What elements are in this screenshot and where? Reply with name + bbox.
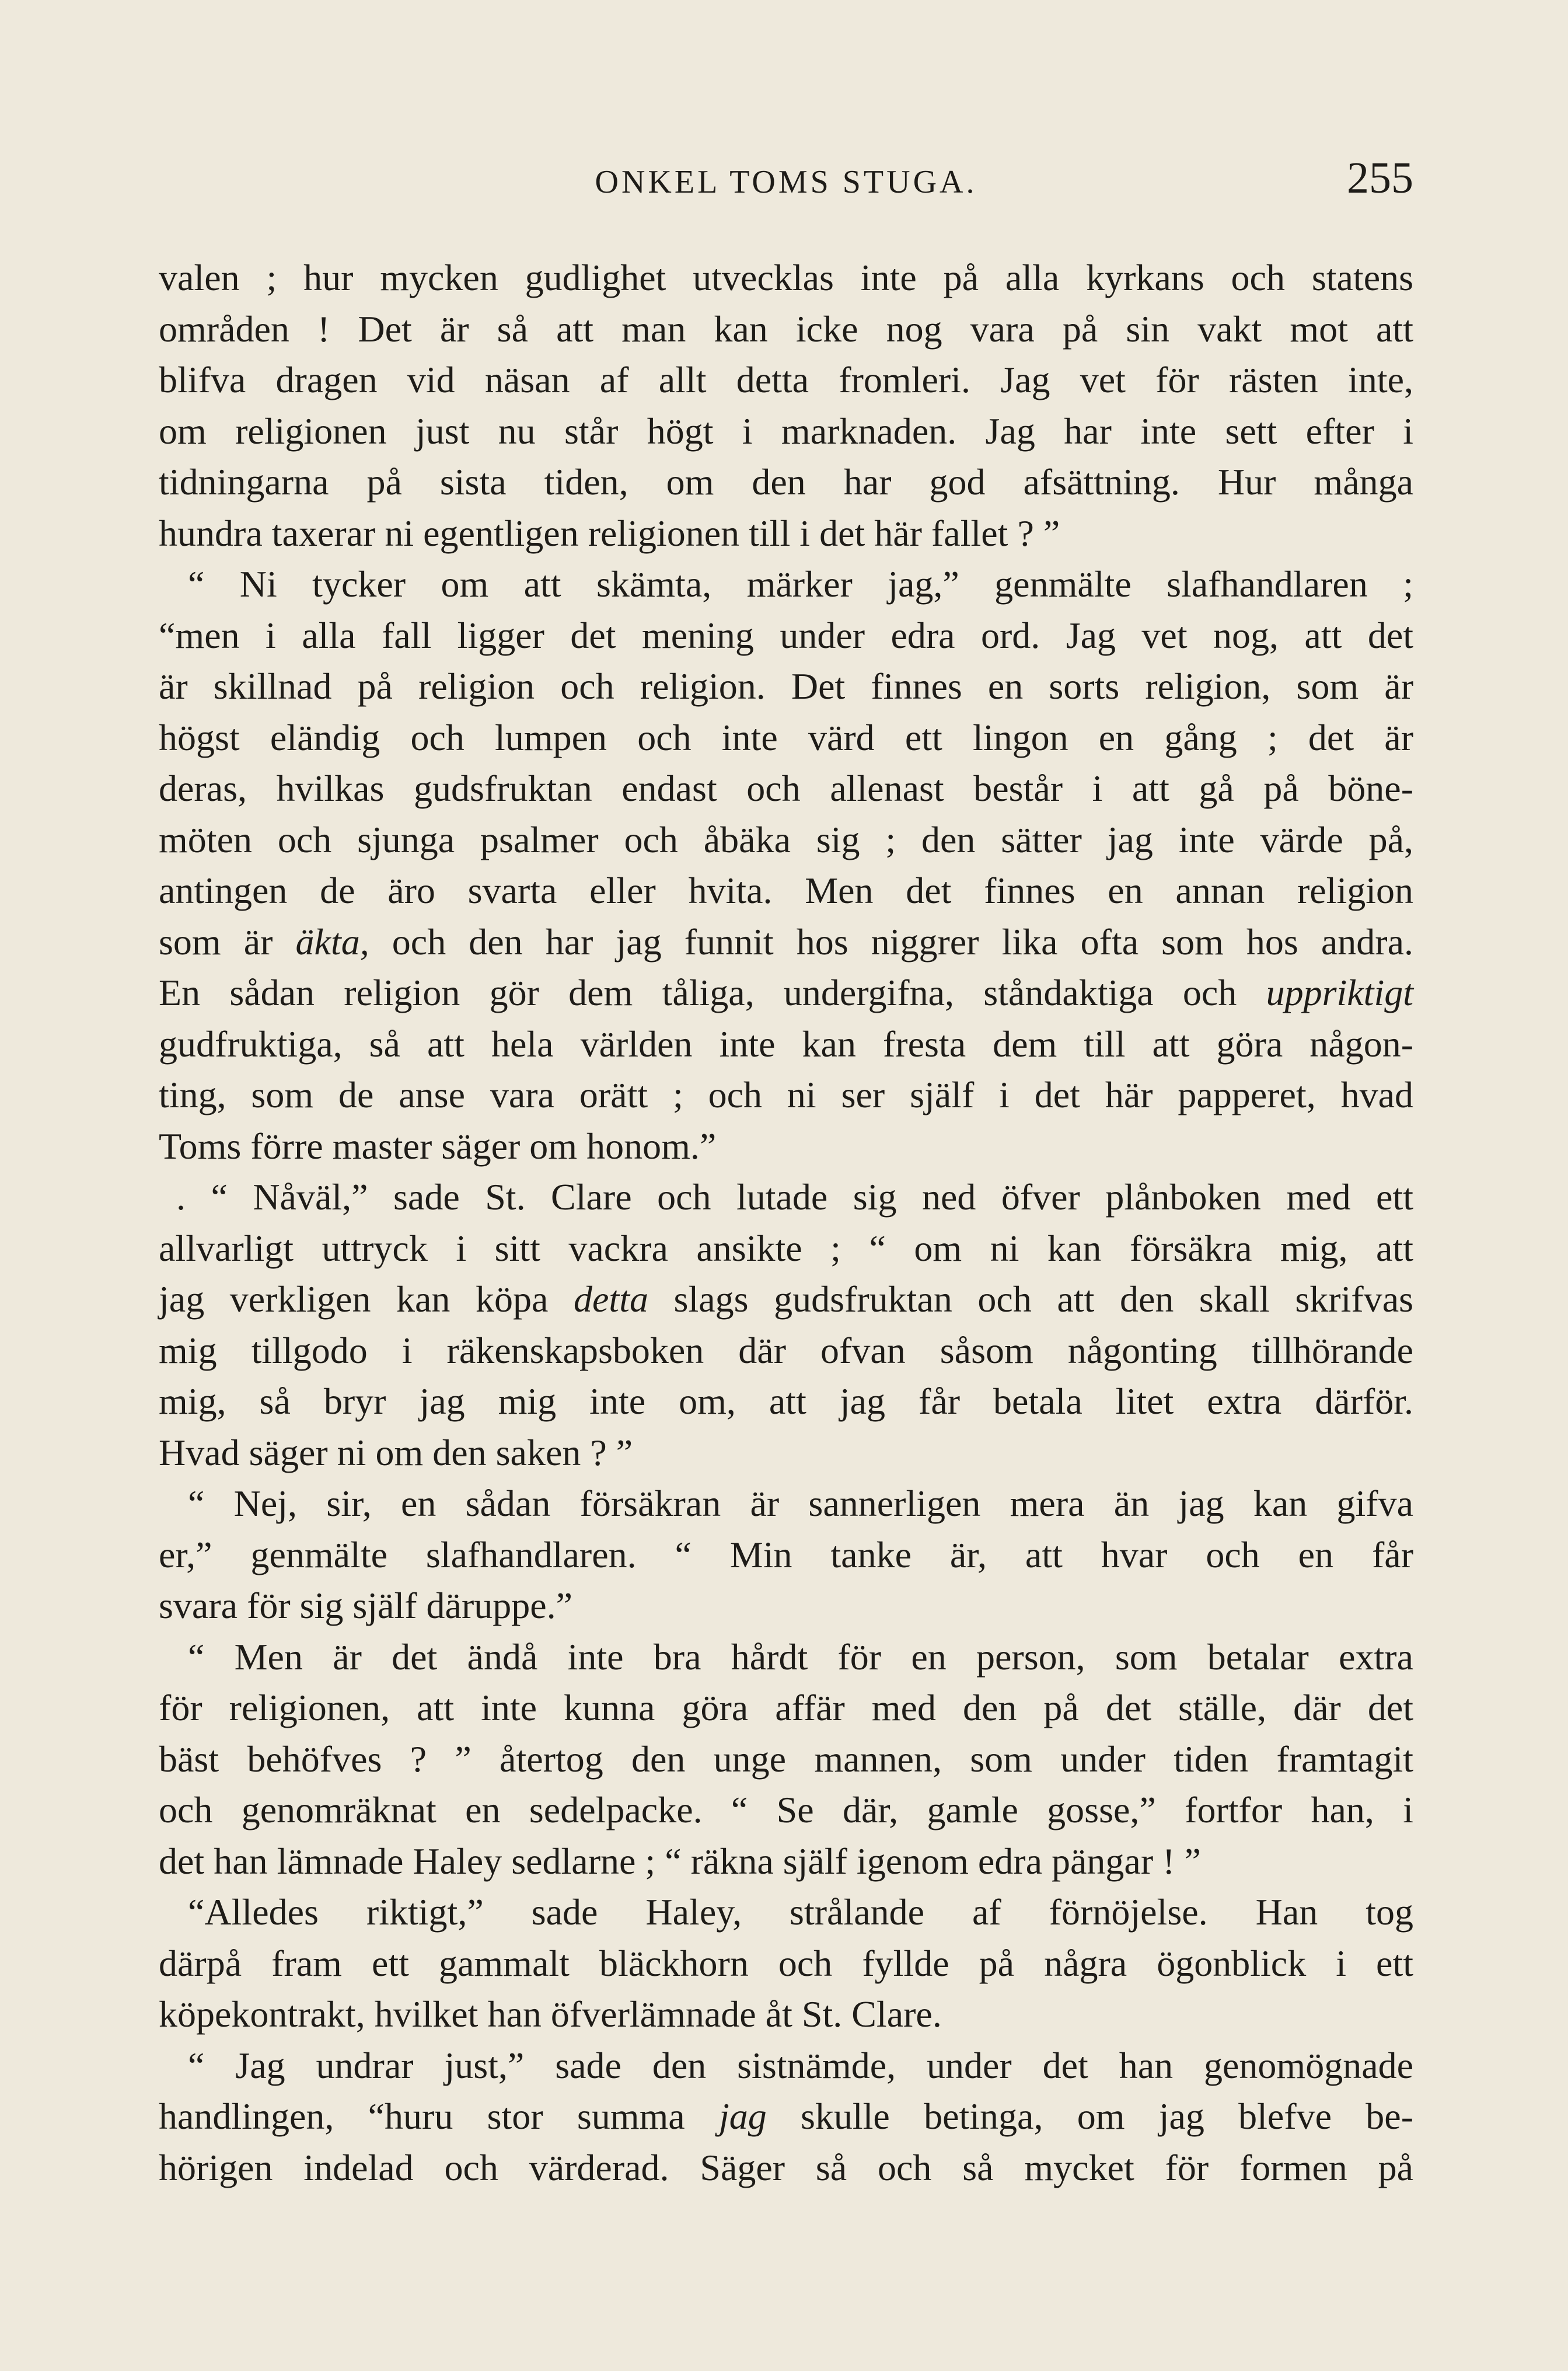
text-line: hörigen indelad och värderad. Säger så och så mycket för formen på — [159, 2146, 1413, 2188]
running-header — [159, 153, 1413, 211]
text-line: “ Nej, sir, en sådan försäkran är sannerligen mera än jag kan gifva — [188, 1483, 1413, 1524]
text-line: Hvad säger ni om den saken ? ” — [159, 1431, 633, 1473]
text-line: mig tillgodo i räkenskapsboken där ofvan såsom någonting tillhörande — [159, 1329, 1413, 1371]
body-text — [159, 252, 1413, 2193]
text-line: allvarligt uttryck i sitt vackra ansikte ; “ om ni kan försäkra mig, att — [159, 1227, 1413, 1269]
page-number: 255 — [1347, 154, 1413, 203]
text-line: er,” genmälte slafhandlaren. “ Min tanke är, att hvar och en får — [159, 1533, 1413, 1575]
text-line: Toms förre master säger om honom.” — [159, 1125, 717, 1167]
italic-word: detta — [574, 1278, 648, 1320]
text-line: En sådan religion gör dem tåliga, undergifna, ståndaktiga och uppriktigt — [159, 972, 1413, 1013]
text-line: därpå fram ett gammalt bläckhorn och fyllde på några ögonblick i ett — [159, 1942, 1413, 1984]
text-line: blifva dragen vid näsan af allt detta fromleri. Jag vet för rästen inte, — [159, 359, 1413, 400]
text-line: hundra taxerar ni egentligen religionen till i det här fallet ? ” — [159, 512, 1060, 554]
text-line: det han lämnade Haley sedlarne ; “ räkna själf igenom edra pängar ! ” — [159, 1840, 1201, 1882]
text-line: ting, som de anse vara orätt ; och ni ser själf i det här papperet, hvad — [159, 1074, 1413, 1115]
italic-word: jag — [718, 2095, 767, 2137]
text-line: områden ! Det är så att man kan icke nog vara på sin vakt mot att — [159, 308, 1413, 350]
text-line: “ Men är det ändå inte bra hårdt för en person, som betalar extra — [188, 1636, 1413, 1678]
text-line: “men i alla fall ligger det mening under edra ord. Jag vet nog, att det — [159, 614, 1413, 656]
text-line: gudfruktiga, så att hela världen inte kan fresta dem till att göra någon- — [159, 1023, 1413, 1065]
text-line: . “ Nåväl,” sade St. Clare och lutade sig ned öfver plånboken med ett — [176, 1176, 1413, 1218]
text-line: tidningarna på sista tiden, om den har god afsättning. Hur många — [159, 461, 1413, 503]
italic-word: uppriktigt — [1266, 972, 1413, 1013]
text-line: köpekontrakt, hvilket han öfverlämnade åt St. Clare. — [159, 1993, 942, 2035]
text-line: handlingen, “huru stor summa jag skulle betinga, om jag blefve be- — [159, 2095, 1414, 2137]
text-line: “ Jag undrar just,” sade den sistnämde, under det han genomögnade — [188, 2044, 1413, 2086]
text-line: jag verkligen kan köpa detta slags gudsfruktan och att den skall skrifvas — [159, 1278, 1414, 1320]
text-line: högst eländig och lumpen och inte värd ett lingon en gång ; det är — [159, 716, 1413, 758]
text-line: antingen de äro svarta eller hvita. Men det finnes en annan religion — [159, 870, 1413, 911]
text-line: som är äkta, och den har jag funnit hos niggrer lika ofta som hos andra. — [159, 920, 1414, 963]
text-line: deras, hvilkas gudsfruktan endast och allenast består i att gå på böne- — [159, 768, 1413, 809]
text-line: om religionen just nu står högt i marknaden. Jag har inte sett efter i — [159, 410, 1413, 452]
text-line: är skillnad på religion och religion. Det finnes en sorts religion, som är — [159, 665, 1413, 707]
text-line: möten och sjunga psalmer och åbäka sig ; den sätter jag inte värde på, — [159, 818, 1413, 860]
text-line: för religionen, att inte kunna göra affär med den på det ställe, där det — [159, 1687, 1413, 1728]
text-line: mig, så bryr jag mig inte om, att jag får betala litet extra därför. — [159, 1380, 1413, 1422]
text-line: bäst behöfves ? ” återtog den unge mannen, som under tiden framtagit — [159, 1738, 1413, 1780]
text-line: valen ; hur mycken gudlighet utvecklas inte på alla kyrkans och statens — [159, 257, 1413, 298]
text-line: “Alledes riktigt,” sade Haley, strålande af förnöjelse. Han tog — [188, 1891, 1413, 1933]
text-line: och genomräknat en sedelpacke. “ Se där, gamle gosse,” fortfor han, i — [159, 1789, 1413, 1830]
text-line: “ Ni tycker om att skämta, märker jag,” genmälte slafhandlaren ; — [188, 563, 1413, 605]
running-title: ONKEL TOMS STUGA. — [595, 164, 977, 200]
italic-word: äkta, — [295, 920, 369, 963]
text-line: svara för sig själf däruppe.” — [159, 1585, 573, 1626]
